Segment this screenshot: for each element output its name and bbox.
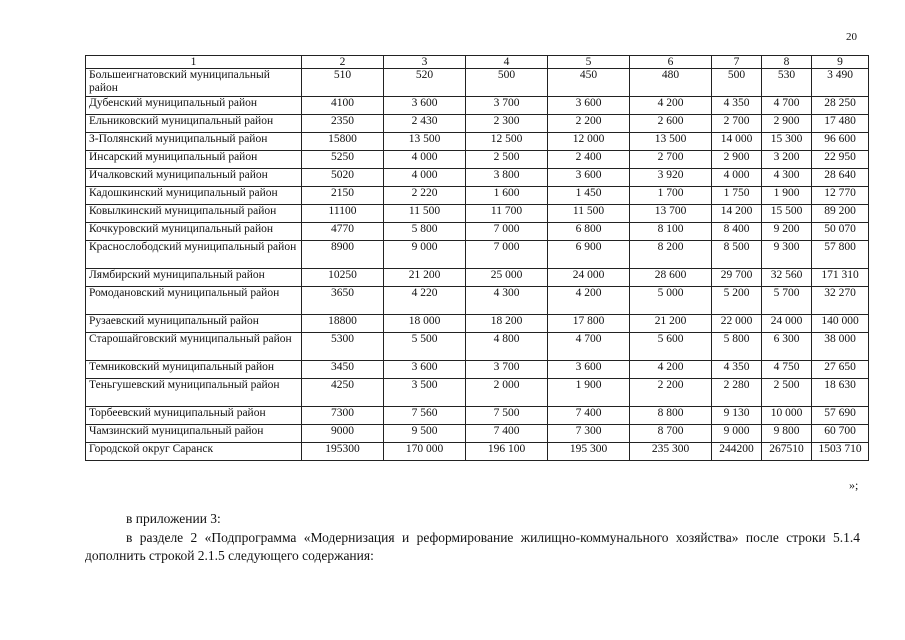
value-cell: 4 220 <box>384 287 466 315</box>
value-cell: 3 600 <box>384 97 466 115</box>
value-cell: 10 000 <box>762 407 812 425</box>
value-cell: 500 <box>466 69 548 97</box>
value-cell: 5 700 <box>762 287 812 315</box>
value-cell: 520 <box>384 69 466 97</box>
value-cell: 3 700 <box>466 97 548 115</box>
row-name-cell: Ельниковский муниципальный район <box>86 115 302 133</box>
value-cell: 1 450 <box>548 187 630 205</box>
value-cell: 480 <box>630 69 712 97</box>
value-cell: 6 300 <box>762 333 812 361</box>
header-cell: 6 <box>630 56 712 69</box>
value-cell: 4 300 <box>762 169 812 187</box>
value-cell: 4 300 <box>466 287 548 315</box>
value-cell: 18 000 <box>384 315 466 333</box>
value-cell: 8 100 <box>630 223 712 241</box>
value-cell: 2150 <box>302 187 384 205</box>
value-cell: 5020 <box>302 169 384 187</box>
value-cell: 1 900 <box>762 187 812 205</box>
table-row <box>86 151 869 169</box>
value-cell: 15 500 <box>762 205 812 223</box>
value-cell: 5 200 <box>712 287 762 315</box>
value-cell: 4 700 <box>762 97 812 115</box>
value-cell: 2 280 <box>712 379 762 407</box>
value-cell: 11100 <box>302 205 384 223</box>
table-header-row <box>86 56 869 69</box>
header-cell: 4 <box>466 56 548 69</box>
value-cell: 9 500 <box>384 425 466 443</box>
value-cell: 3 920 <box>630 169 712 187</box>
row-name-cell: Чамзинский муниципальный район <box>86 425 302 443</box>
table-row <box>86 333 869 361</box>
value-cell: 89 200 <box>812 205 869 223</box>
value-cell: 4250 <box>302 379 384 407</box>
value-cell: 3 490 <box>812 69 869 97</box>
value-cell: 38 000 <box>812 333 869 361</box>
row-name-cell: Городской округ Саранск <box>86 443 302 461</box>
row-name-cell: Ковылкинский муниципальный район <box>86 205 302 223</box>
paragraph-appendix: в приложении 3: <box>126 511 221 526</box>
table-row <box>86 133 869 151</box>
table-row <box>86 187 869 205</box>
value-cell: 1 900 <box>548 379 630 407</box>
value-cell: 4 000 <box>712 169 762 187</box>
value-cell: 4100 <box>302 97 384 115</box>
value-cell: 9000 <box>302 425 384 443</box>
value-cell: 13 500 <box>630 133 712 151</box>
value-cell: 244200 <box>712 443 762 461</box>
value-cell: 7 560 <box>384 407 466 425</box>
value-cell: 2 900 <box>762 115 812 133</box>
value-cell: 96 600 <box>812 133 869 151</box>
row-name-cell: Кочкуровский муниципальный район <box>86 223 302 241</box>
value-cell: 3650 <box>302 287 384 315</box>
value-cell: 15800 <box>302 133 384 151</box>
value-cell: 14 200 <box>712 205 762 223</box>
row-name-cell: Кадошкинский муниципальный район <box>86 187 302 205</box>
value-cell: 11 500 <box>548 205 630 223</box>
value-cell: 50 070 <box>812 223 869 241</box>
table-row <box>86 223 869 241</box>
table-row <box>86 443 869 461</box>
value-cell: 24 000 <box>762 315 812 333</box>
row-name-cell: Теньгушевский муниципальный район <box>86 379 302 407</box>
table-row <box>86 97 869 115</box>
row-name-cell: Ичалковский муниципальный район <box>86 169 302 187</box>
table-body <box>86 56 869 461</box>
value-cell: 60 700 <box>812 425 869 443</box>
value-cell: 5 800 <box>712 333 762 361</box>
value-cell: 13 700 <box>630 205 712 223</box>
value-cell: 28 250 <box>812 97 869 115</box>
value-cell: 18800 <box>302 315 384 333</box>
value-cell: 196 100 <box>466 443 548 461</box>
value-cell: 267510 <box>762 443 812 461</box>
value-cell: 2 220 <box>384 187 466 205</box>
value-cell: 10250 <box>302 269 384 287</box>
value-cell: 57 800 <box>812 241 869 269</box>
header-cell: 9 <box>812 56 869 69</box>
value-cell: 7 500 <box>466 407 548 425</box>
header-cell: 2 <box>302 56 384 69</box>
table-row <box>86 315 869 333</box>
value-cell: 8 500 <box>712 241 762 269</box>
row-name-cell: Лямбирский муниципальный район <box>86 269 302 287</box>
header-cell: 3 <box>384 56 466 69</box>
value-cell: 9 000 <box>712 425 762 443</box>
table-row <box>86 287 869 315</box>
page-number: 20 <box>846 31 857 43</box>
row-name-cell: Темниковский муниципальный район <box>86 361 302 379</box>
value-cell: 17 480 <box>812 115 869 133</box>
value-cell: 6 800 <box>548 223 630 241</box>
value-cell: 9 200 <box>762 223 812 241</box>
value-cell: 4 000 <box>384 169 466 187</box>
value-cell: 3 800 <box>466 169 548 187</box>
value-cell: 2 430 <box>384 115 466 133</box>
table-row <box>86 361 869 379</box>
value-cell: 2 400 <box>548 151 630 169</box>
value-cell: 57 690 <box>812 407 869 425</box>
row-name-cell: Старошайговский муниципальный район <box>86 333 302 361</box>
header-cell: 7 <box>712 56 762 69</box>
value-cell: 12 500 <box>466 133 548 151</box>
value-cell: 500 <box>712 69 762 97</box>
table-row <box>86 169 869 187</box>
table-row <box>86 115 869 133</box>
value-cell: 5 800 <box>384 223 466 241</box>
value-cell: 21 200 <box>630 315 712 333</box>
value-cell: 15 300 <box>762 133 812 151</box>
value-cell: 9 800 <box>762 425 812 443</box>
value-cell: 9 130 <box>712 407 762 425</box>
value-cell: 7 000 <box>466 223 548 241</box>
value-cell: 4 350 <box>712 97 762 115</box>
table-row <box>86 69 869 97</box>
value-cell: 8 400 <box>712 223 762 241</box>
closing-quote-mark: »; <box>849 478 859 492</box>
value-cell: 4 000 <box>384 151 466 169</box>
value-cell: 13 500 <box>384 133 466 151</box>
value-cell: 2 600 <box>630 115 712 133</box>
value-cell: 4 200 <box>630 97 712 115</box>
value-cell: 18 630 <box>812 379 869 407</box>
value-cell: 2 200 <box>548 115 630 133</box>
value-cell: 4 800 <box>466 333 548 361</box>
value-cell: 170 000 <box>384 443 466 461</box>
value-cell: 17 800 <box>548 315 630 333</box>
header-cell: 8 <box>762 56 812 69</box>
header-cell: 5 <box>548 56 630 69</box>
row-name-cell: З-Полянский муниципальный район <box>86 133 302 151</box>
value-cell: 2 200 <box>630 379 712 407</box>
value-cell: 3 600 <box>548 97 630 115</box>
value-cell: 24 000 <box>548 269 630 287</box>
value-cell: 14 000 <box>712 133 762 151</box>
value-cell: 9 300 <box>762 241 812 269</box>
value-cell: 5 600 <box>630 333 712 361</box>
value-cell: 2 500 <box>762 379 812 407</box>
table-row <box>86 379 869 407</box>
value-cell: 11 500 <box>384 205 466 223</box>
value-cell: 11 700 <box>466 205 548 223</box>
table-row <box>86 205 869 223</box>
value-cell: 5 000 <box>630 287 712 315</box>
value-cell: 12 770 <box>812 187 869 205</box>
value-cell: 12 000 <box>548 133 630 151</box>
row-name-cell: Большеигнатовский муниципальный район <box>86 69 302 97</box>
value-cell: 4 700 <box>548 333 630 361</box>
value-cell: 3 700 <box>466 361 548 379</box>
value-cell: 171 310 <box>812 269 869 287</box>
value-cell: 530 <box>762 69 812 97</box>
value-cell: 7 400 <box>548 407 630 425</box>
value-cell: 28 600 <box>630 269 712 287</box>
value-cell: 22 000 <box>712 315 762 333</box>
value-cell: 2 500 <box>466 151 548 169</box>
value-cell: 1 700 <box>630 187 712 205</box>
value-cell: 2 900 <box>712 151 762 169</box>
value-cell: 450 <box>548 69 630 97</box>
value-cell: 18 200 <box>466 315 548 333</box>
value-cell: 3 500 <box>384 379 466 407</box>
value-cell: 4 200 <box>548 287 630 315</box>
value-cell: 235 300 <box>630 443 712 461</box>
value-cell: 8900 <box>302 241 384 269</box>
value-cell: 7 000 <box>466 241 548 269</box>
table-row <box>86 407 869 425</box>
value-cell: 3 600 <box>548 361 630 379</box>
value-cell: 5300 <box>302 333 384 361</box>
value-cell: 8 200 <box>630 241 712 269</box>
value-cell: 7300 <box>302 407 384 425</box>
value-cell: 195300 <box>302 443 384 461</box>
row-name-cell: Рузаевский муниципальный район <box>86 315 302 333</box>
value-cell: 29 700 <box>712 269 762 287</box>
row-name-cell: Инсарский муниципальный район <box>86 151 302 169</box>
value-cell: 2 000 <box>466 379 548 407</box>
table-row <box>86 269 869 287</box>
value-cell: 5 500 <box>384 333 466 361</box>
value-cell: 8 800 <box>630 407 712 425</box>
value-cell: 25 000 <box>466 269 548 287</box>
value-cell: 2 700 <box>712 115 762 133</box>
value-cell: 5250 <box>302 151 384 169</box>
value-cell: 7 300 <box>548 425 630 443</box>
row-name-cell: Краснослободский муниципальный район <box>86 241 302 269</box>
value-cell: 1 600 <box>466 187 548 205</box>
value-cell: 195 300 <box>548 443 630 461</box>
row-name-cell: Ромодановский муниципальный район <box>86 287 302 315</box>
data-table <box>85 55 869 461</box>
value-cell: 32 270 <box>812 287 869 315</box>
header-cell: 1 <box>86 56 302 69</box>
value-cell: 32 560 <box>762 269 812 287</box>
value-cell: 1 750 <box>712 187 762 205</box>
value-cell: 7 400 <box>466 425 548 443</box>
table-row <box>86 241 869 269</box>
value-cell: 28 640 <box>812 169 869 187</box>
value-cell: 4 200 <box>630 361 712 379</box>
value-cell: 4 350 <box>712 361 762 379</box>
value-cell: 4770 <box>302 223 384 241</box>
value-cell: 2350 <box>302 115 384 133</box>
value-cell: 3 600 <box>548 169 630 187</box>
value-cell: 2 700 <box>630 151 712 169</box>
value-cell: 8 700 <box>630 425 712 443</box>
value-cell: 140 000 <box>812 315 869 333</box>
value-cell: 22 950 <box>812 151 869 169</box>
value-cell: 1503 710 <box>812 443 869 461</box>
table-row <box>86 425 869 443</box>
value-cell: 3450 <box>302 361 384 379</box>
row-name-cell: Торбеевский муниципальный район <box>86 407 302 425</box>
paragraph-section: в разделе 2 «Подпрограмма «Модернизация и реформирование жилищно-коммунального хозяйства» после строки 5.1.4 дополнить строкой 2.1.5 следующего содержания: <box>85 530 860 563</box>
value-cell: 21 200 <box>384 269 466 287</box>
value-cell: 3 600 <box>384 361 466 379</box>
value-cell: 27 650 <box>812 361 869 379</box>
row-name-cell: Дубенский муниципальный район <box>86 97 302 115</box>
value-cell: 3 200 <box>762 151 812 169</box>
value-cell: 6 900 <box>548 241 630 269</box>
value-cell: 510 <box>302 69 384 97</box>
value-cell: 4 750 <box>762 361 812 379</box>
value-cell: 9 000 <box>384 241 466 269</box>
value-cell: 2 300 <box>466 115 548 133</box>
